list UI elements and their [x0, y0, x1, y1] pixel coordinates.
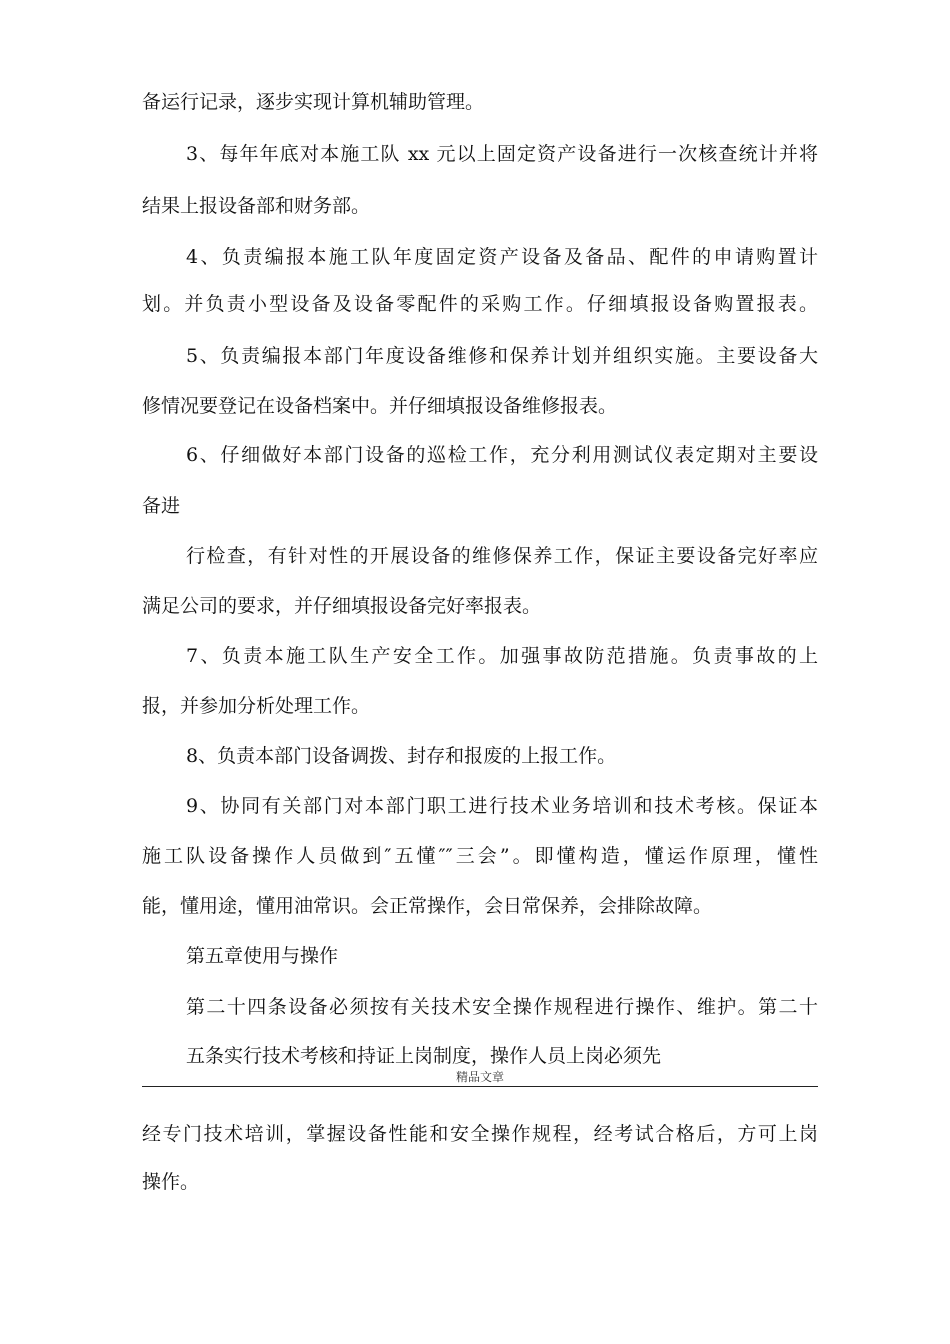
- text-line: 操作。: [142, 1171, 200, 1193]
- text-line: 经专门技术培训，掌握设备性能和安全操作规程，经考试合格后，方可上岗: [142, 1123, 818, 1145]
- text-line: 行检查，有针对性的开展设备的维修保养工作，保证主要设备完好率应: [186, 545, 818, 567]
- text-line: 5、负责编报本部门年度设备维修和保养计划并组织实施。主要设备大: [186, 345, 818, 367]
- text-line: 6、仔细做好本部门设备的巡检工作，充分利用测试仪表定期对主要设: [186, 444, 818, 466]
- text-line: 备进: [142, 495, 181, 517]
- chapter-heading: 第五章使用与操作: [186, 945, 339, 967]
- text-line: 修情况要登记在设备档案中。并仔细填报设备维修报表。: [142, 395, 618, 417]
- text-line: 施工队设备操作人员做到″五懂″″三会”。即懂构造，懂运作原理，懂性: [142, 845, 818, 867]
- text-line: 五条实行技术考核和持证上岗制度，操作人员上岗必须先: [186, 1045, 662, 1067]
- page-footer-label: 精品文章: [455, 1070, 504, 1084]
- page-footer-rule: [142, 1086, 818, 1087]
- text-line: 4、负责编报本施工队年度固定资产设备及备品、配件的申请购置计: [186, 246, 818, 268]
- text-line: 满足公司的要求，并仔细填报设备完好率报表。: [142, 595, 542, 617]
- text-line: 7、负责本施工队生产安全工作。加强事故防范措施。负责事故的上: [186, 645, 818, 667]
- text-line: 8、负责本部门设备调拨、封存和报废的上报工作。: [186, 745, 617, 767]
- text-line: 备运行记录，逐步实现计算机辅助管理。: [142, 91, 485, 113]
- text-line: 划。并负责小型设备及设备零配件的采购工作。仔细填报设备购置报表。: [142, 293, 818, 315]
- text-line: 3、每年年底对本施工队 xx 元以上固定资产设备进行一次核查统计并将: [186, 143, 818, 165]
- text-line: 能，懂用途，懂用油常识。会正常操作，会日常保养，会排除故障。: [142, 895, 713, 917]
- text-line: 报，并参加分析处理工作。: [142, 695, 371, 717]
- text-line: 9、协同有关部门对本部门职工进行技术业务培训和技术考核。保证本: [186, 795, 818, 817]
- text-line: 第二十四条设备必须按有关技术安全操作规程进行操作、维护。第二十: [186, 996, 818, 1018]
- text-line: 结果上报设备部和财务部。: [142, 195, 371, 217]
